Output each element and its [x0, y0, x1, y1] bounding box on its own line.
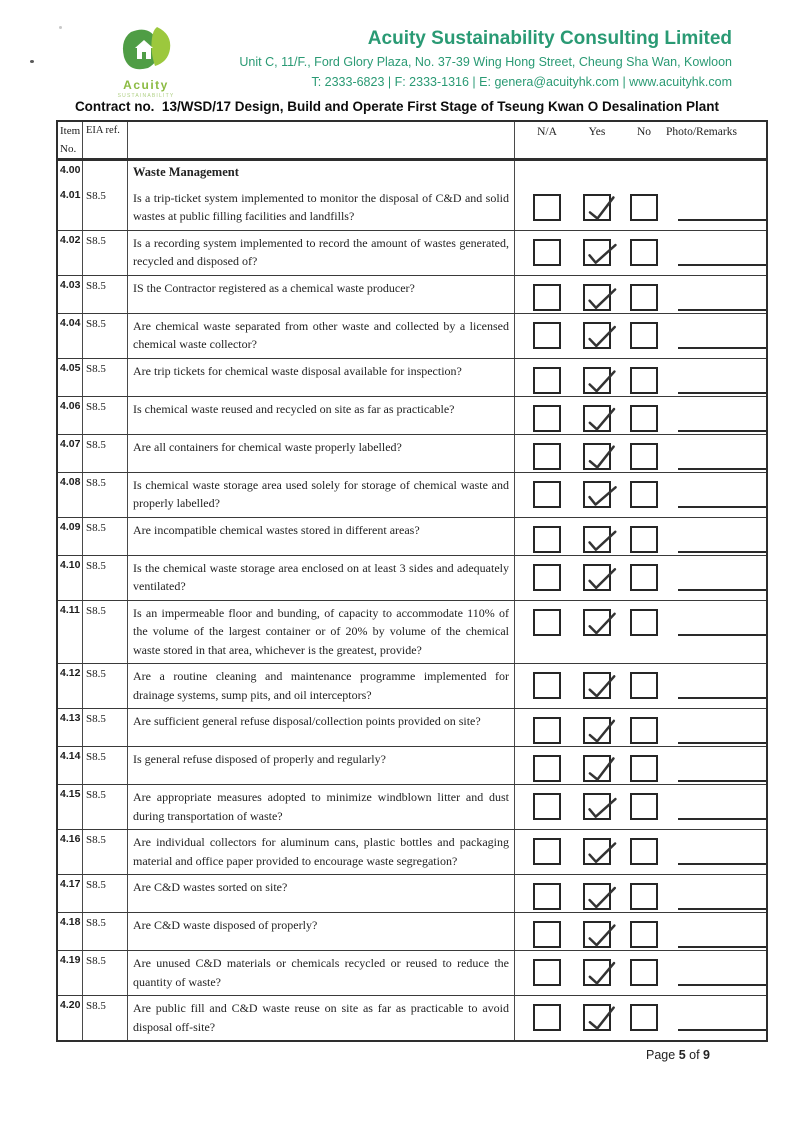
no-checkbox[interactable] — [630, 194, 658, 221]
question-text: Is a trip-ticket system implemented to monitor the disposal of C&D and solid wastes at public filling facilities and landfills? — [128, 186, 515, 230]
no-checkbox[interactable] — [630, 755, 658, 782]
na-checkbox[interactable] — [533, 921, 561, 948]
item-number: 4.20 — [58, 996, 83, 1040]
yes-checkbox[interactable] — [583, 609, 611, 636]
item-number: 4.16 — [58, 830, 83, 874]
no-checkbox[interactable] — [630, 672, 658, 699]
section-answer-area — [515, 161, 766, 186]
yes-checkbox[interactable] — [583, 672, 611, 699]
eia-ref: S8.5 — [83, 314, 128, 358]
answer-cell — [515, 314, 766, 358]
remarks-line[interactable] — [678, 1029, 766, 1031]
section-title: Waste Management — [128, 161, 515, 186]
checklist-row — [58, 358, 766, 396]
checklist-row — [58, 275, 766, 313]
answer-cell — [515, 913, 766, 950]
item-number: 4.15 — [58, 785, 83, 829]
yes-checkbox[interactable] — [583, 239, 611, 266]
yes-checkbox[interactable] — [583, 194, 611, 221]
yes-checkbox[interactable] — [583, 921, 611, 948]
checklist-row — [58, 186, 766, 230]
checklist-row — [58, 434, 766, 472]
remarks-line[interactable] — [678, 430, 766, 432]
na-checkbox[interactable] — [533, 564, 561, 591]
question-text: IS the Contractor registered as a chemical waste producer? — [128, 276, 515, 313]
check-mark-icon — [582, 752, 619, 787]
column-header-na: N/A — [537, 126, 557, 138]
check-mark-icon — [583, 523, 619, 557]
question-text: Is the chemical waste storage area enclosed on at least 3 sides and adequately ventilated? — [128, 556, 515, 600]
check-mark-icon — [584, 365, 619, 398]
answer-cell — [515, 996, 766, 1040]
item-number: 4.01 — [58, 186, 83, 230]
section-row — [58, 161, 766, 186]
check-mark-icon — [583, 562, 618, 595]
yes-checkbox[interactable] — [583, 564, 611, 591]
eia-ref: S8.5 — [83, 601, 128, 664]
yes-checkbox[interactable] — [583, 481, 611, 508]
no-checkbox[interactable] — [630, 883, 658, 910]
item-number: 4.19 — [58, 951, 83, 995]
answer-cell — [515, 601, 766, 664]
yes-checkbox[interactable] — [583, 838, 611, 865]
no-checkbox[interactable] — [630, 367, 658, 394]
company-address: Unit C, 11/F., Ford Glory Plaza, No. 37-39 Wing Hong Street, Cheung Sha Wan, Kowloon — [239, 54, 732, 69]
column-header-eia-ref: EIA ref. — [83, 122, 128, 158]
yes-checkbox[interactable] — [583, 755, 611, 782]
na-checkbox[interactable] — [533, 194, 561, 221]
checklist-row — [58, 517, 766, 555]
na-checkbox[interactable] — [533, 481, 561, 508]
no-checkbox[interactable] — [630, 959, 658, 986]
check-mark-icon — [583, 670, 618, 703]
eia-ref: S8.5 — [83, 556, 128, 600]
no-checkbox[interactable] — [630, 793, 658, 820]
remarks-line[interactable] — [678, 742, 766, 744]
eia-ref: S8.5 — [83, 785, 128, 829]
remarks-line[interactable] — [678, 392, 766, 394]
item-header-line2: No. — [60, 143, 77, 155]
remarks-line[interactable] — [678, 551, 766, 553]
eia-ref: S8.5 — [83, 875, 128, 912]
no-checkbox[interactable] — [630, 481, 658, 508]
remarks-line[interactable] — [678, 589, 766, 591]
no-checkbox[interactable] — [630, 921, 658, 948]
item-number: 4.02 — [58, 231, 83, 275]
checklist-row — [58, 396, 766, 434]
answer-cell — [515, 830, 766, 874]
remarks-line[interactable] — [678, 908, 766, 910]
item-number: 4.04 — [58, 314, 83, 358]
question-text: Are chemical waste separated from other waste and collected by a licensed chemical waste collector? — [128, 314, 515, 358]
question-text: Is chemical waste storage area used solely for storage of chemical waste and properly labelled? — [128, 473, 515, 517]
na-checkbox[interactable] — [533, 755, 561, 782]
na-checkbox[interactable] — [533, 793, 561, 820]
column-header-yes: Yes — [588, 126, 606, 138]
item-number: 4.05 — [58, 359, 83, 396]
item-number: 4.10 — [58, 556, 83, 600]
remarks-line[interactable] — [678, 506, 766, 508]
check-mark-icon — [582, 478, 619, 513]
answer-cell — [515, 518, 766, 555]
check-mark-icon — [584, 320, 619, 353]
check-mark-icon — [583, 282, 619, 316]
na-checkbox[interactable] — [533, 838, 561, 865]
na-checkbox[interactable] — [533, 405, 561, 432]
na-checkbox[interactable] — [533, 239, 561, 266]
eia-ref: S8.5 — [83, 473, 128, 517]
checklist-row — [58, 950, 766, 995]
remarks-line[interactable] — [678, 264, 766, 266]
yes-checkbox[interactable] — [583, 284, 611, 311]
company-info — [172, 28, 732, 91]
question-text: Are C&D wastes sorted on site? — [128, 875, 515, 912]
checklist-row — [58, 874, 766, 912]
column-header-photo-remarks: Photo/Remarks — [666, 126, 737, 138]
question-text: Are trip tickets for chemical waste disposal available for inspection? — [128, 359, 515, 396]
yes-checkbox[interactable] — [583, 1004, 611, 1031]
answer-cell — [515, 231, 766, 275]
answer-cell — [515, 435, 766, 472]
answer-cell — [515, 359, 766, 396]
item-number: 4.03 — [58, 276, 83, 313]
question-text: Are all containers for chemical waste properly labelled? — [128, 435, 515, 472]
remarks-line[interactable] — [678, 863, 766, 865]
answer-cell — [515, 747, 766, 784]
check-mark-icon — [583, 791, 620, 826]
no-checkbox[interactable] — [630, 239, 658, 266]
question-text: Are appropriate measures adopted to minimize windblown litter and dust during transportation of waste? — [128, 785, 515, 829]
yes-checkbox[interactable] — [583, 959, 611, 986]
question-text: Are sufficient general refuse disposal/collection points provided on site? — [128, 709, 515, 746]
yes-checkbox[interactable] — [583, 443, 611, 470]
eia-ref: S8.5 — [83, 951, 128, 995]
logo-tagline: SUSTAINABILITY — [117, 93, 175, 99]
na-checkbox[interactable] — [533, 609, 561, 636]
question-text: Are public fill and C&D waste reuse on site as far as practicable to avoid disposal off-site? — [128, 996, 515, 1040]
na-checkbox[interactable] — [533, 672, 561, 699]
remarks-line[interactable] — [678, 818, 766, 820]
company-contact-line: T: 2333-6823 | F: 2333-1316 | E: genera@acuityhk.com | www.acuityhk.com — [311, 74, 732, 89]
yes-checkbox[interactable] — [583, 405, 611, 432]
answer-cell — [515, 875, 766, 912]
question-text: Are a routine cleaning and maintenance programme implemented for drainage systems, sump pits, and oil interceptors? — [128, 664, 515, 708]
column-header-question — [128, 122, 515, 158]
item-number: 4.13 — [58, 709, 83, 746]
answer-cell — [515, 709, 766, 746]
yes-checkbox[interactable] — [583, 526, 611, 553]
checklist-row — [58, 555, 766, 600]
remarks-line[interactable] — [678, 468, 766, 470]
question-text: Are unused C&D materials or chemicals recycled or reused to reduce the quantity of waste? — [128, 951, 515, 995]
checklist-row — [58, 472, 766, 517]
item-number: 4.08 — [58, 473, 83, 517]
check-mark-icon — [583, 1002, 620, 1037]
checklist-row — [58, 600, 766, 664]
checklist-row — [58, 313, 766, 358]
item-number: 4.09 — [58, 518, 83, 555]
item-number: 4.12 — [58, 664, 83, 708]
answer-cell — [515, 664, 766, 708]
page-total: 9 — [703, 1048, 710, 1062]
item-number: 4.14 — [58, 747, 83, 784]
eia-ref: S8.5 — [83, 435, 128, 472]
eia-ref: S8.5 — [83, 830, 128, 874]
no-checkbox[interactable] — [630, 1004, 658, 1031]
of-label: of — [689, 1048, 700, 1062]
logo-wordmark: Acuity — [123, 78, 169, 92]
eia-ref: S8.5 — [83, 913, 128, 950]
na-checkbox[interactable] — [533, 1004, 561, 1031]
na-checkbox[interactable] — [533, 883, 561, 910]
no-checkbox[interactable] — [630, 838, 658, 865]
checklist-row — [58, 746, 766, 784]
answer-cell — [515, 276, 766, 313]
eia-ref: S8.5 — [83, 276, 128, 313]
leaf-house-logo-icon — [115, 26, 177, 72]
check-mark-icon — [583, 440, 620, 475]
na-checkbox[interactable] — [533, 717, 561, 744]
question-text: Is a recording system implemented to record the amount of wastes generated, recycled and disposed of? — [128, 231, 515, 275]
column-header-item-no — [58, 122, 83, 158]
question-text: Is general refuse disposed of properly and regularly? — [128, 747, 515, 784]
item-number: 4.18 — [58, 913, 83, 950]
eia-ref: S8.5 — [83, 747, 128, 784]
checklist-row — [58, 829, 766, 874]
eia-ref: S8.5 — [83, 996, 128, 1040]
no-checkbox[interactable] — [630, 443, 658, 470]
eia-ref: S8.5 — [83, 518, 128, 555]
item-number: 4.17 — [58, 875, 83, 912]
yes-checkbox[interactable] — [583, 883, 611, 910]
answer-cell — [515, 556, 766, 600]
check-mark-icon — [584, 920, 619, 953]
section-eia-ref — [83, 161, 128, 186]
check-mark-icon — [582, 191, 619, 226]
checklist-row — [58, 995, 766, 1040]
item-number: 4.06 — [58, 397, 83, 434]
checklist-row — [58, 230, 766, 275]
eia-ref: S8.5 — [83, 664, 128, 708]
yes-checkbox[interactable] — [583, 717, 611, 744]
na-checkbox[interactable] — [533, 443, 561, 470]
remarks-line[interactable] — [678, 946, 766, 948]
item-number: 4.11 — [58, 601, 83, 664]
remarks-line[interactable] — [678, 780, 766, 782]
no-checkbox[interactable] — [630, 717, 658, 744]
item-header-line1: Item — [60, 125, 81, 137]
table-header-row — [58, 122, 766, 159]
no-checkbox[interactable] — [630, 526, 658, 553]
answer-cell — [515, 473, 766, 517]
check-mark-icon — [583, 957, 619, 991]
answer-cell — [515, 951, 766, 995]
no-checkbox[interactable] — [630, 284, 658, 311]
na-checkbox[interactable] — [533, 284, 561, 311]
check-mark-icon — [583, 715, 619, 749]
answer-cell — [515, 186, 766, 230]
answer-cell — [515, 785, 766, 829]
eia-ref: S8.5 — [83, 186, 128, 230]
section-item-number: 4.00 — [58, 161, 83, 186]
checklist-row — [58, 784, 766, 829]
remarks-line[interactable] — [678, 984, 766, 986]
remarks-line[interactable] — [678, 347, 766, 349]
yes-checkbox[interactable] — [583, 793, 611, 820]
checklist-table — [56, 120, 768, 1042]
yes-checkbox[interactable] — [583, 367, 611, 394]
check-mark-icon — [583, 403, 619, 437]
letterhead — [0, 24, 794, 99]
no-checkbox[interactable] — [630, 405, 658, 432]
check-mark-icon — [584, 608, 618, 640]
check-mark-icon — [583, 836, 619, 870]
contract-title: Contract no. 13/WSD/17 Design, Build and Operate First Stage of Tseung Kwan O Desalination Plant — [74, 99, 720, 114]
eia-ref: S8.5 — [83, 231, 128, 275]
no-checkbox[interactable] — [630, 322, 658, 349]
na-checkbox[interactable] — [533, 526, 561, 553]
question-text: Is chemical waste reused and recycled on site as far as practicable? — [128, 397, 515, 434]
column-header-no: No — [636, 126, 652, 138]
question-text: Are incompatible chemical wastes stored in different areas? — [128, 518, 515, 555]
answer-column-headers — [515, 122, 766, 158]
yes-checkbox[interactable] — [583, 322, 611, 349]
remarks-line[interactable] — [678, 309, 766, 311]
page-footer — [646, 1048, 710, 1062]
no-checkbox[interactable] — [630, 564, 658, 591]
no-checkbox[interactable] — [630, 609, 658, 636]
na-checkbox[interactable] — [533, 959, 561, 986]
checklist-row — [58, 708, 766, 746]
table-body — [58, 159, 766, 1040]
item-number: 4.07 — [58, 435, 83, 472]
checklist-row — [58, 912, 766, 950]
answer-cell — [515, 397, 766, 434]
remarks-line[interactable] — [678, 634, 766, 636]
check-mark-icon — [584, 882, 619, 915]
remarks-line[interactable] — [678, 219, 766, 221]
eia-ref: S8.5 — [83, 709, 128, 746]
check-mark-icon — [583, 236, 620, 271]
question-text: Are C&D waste disposed of properly? — [128, 913, 515, 950]
eia-ref: S8.5 — [83, 359, 128, 396]
company-name: Acuity Sustainability Consulting Limited — [367, 28, 732, 49]
na-checkbox[interactable] — [533, 367, 561, 394]
remarks-line[interactable] — [678, 697, 766, 699]
eia-ref: S8.5 — [83, 397, 128, 434]
page-label: Page — [646, 1048, 676, 1062]
question-text: Are individual collectors for aluminum cans, plastic bottles and packaging material and office paper provided to encourage waste segregation? — [128, 830, 515, 874]
checklist-row — [58, 663, 766, 708]
na-checkbox[interactable] — [533, 322, 561, 349]
page-number: 5 — [678, 1048, 686, 1062]
question-text: Is an impermeable floor and bunding, of capacity to accommodate 110% of the volume of the largest container or of 20% by volume of the chemical waste stored in that area, whichever is the greatest, provide? — [128, 601, 515, 664]
